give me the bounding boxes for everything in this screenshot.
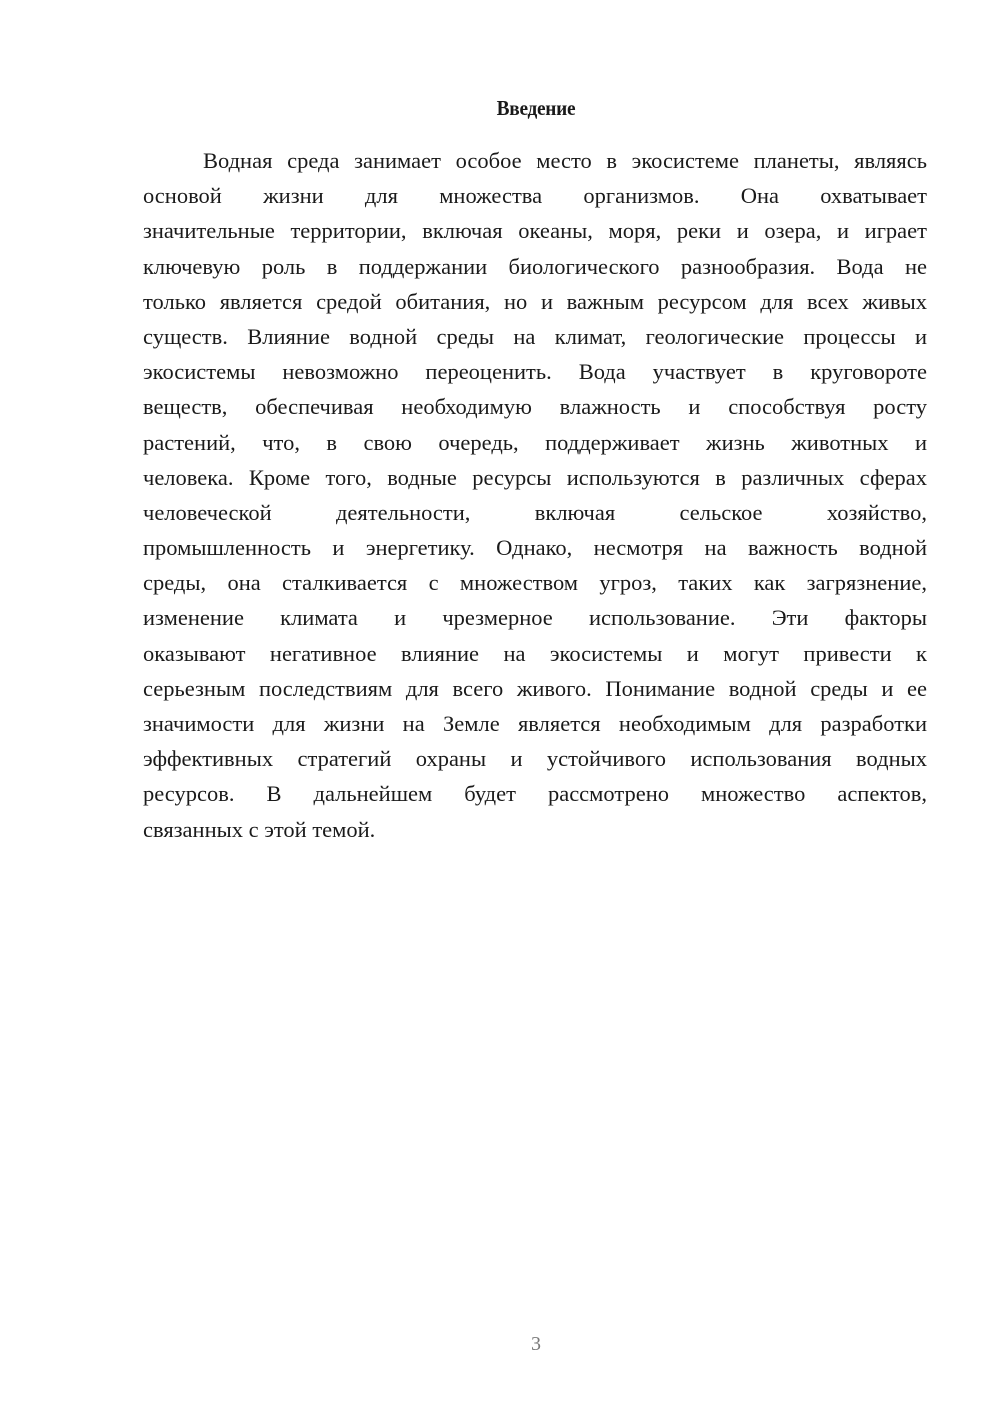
paragraph-line: среды, она сталкивается с множеством угроз, таких как загрязнение, (143, 570, 927, 596)
section-title: Введение (496, 96, 576, 120)
paragraph-line: Водная среда занимает особое место в экосистеме планеты, являясь (203, 148, 927, 173)
paragraph-line: человека. Кроме того, водные ресурсы используются в различных сферах (143, 464, 927, 490)
paragraph-line: человеческой деятельности, включая сельское хозяйство, (143, 499, 927, 525)
paragraph-line: промышленность и энергетику. Однако, несмотря на важность водной (143, 535, 927, 561)
paragraph-line: веществ, обеспечивая необходимую влажность и способствуя росту (143, 394, 927, 420)
paragraph-line: оказывают негативное влияние на экосистемы и могут привести к (143, 640, 927, 666)
paragraph-line: значимости для жизни на Земле является необходимым для разработки (143, 711, 927, 736)
paragraph-line: существ. Влияние водной среды на климат, геологические процессы и (143, 323, 927, 349)
page-number: 3 (531, 1333, 541, 1355)
introduction-paragraph (143, 143, 927, 847)
paragraph-line: экосистемы невозможно переоценить. Вода участвует в круговороте (143, 359, 927, 385)
paragraph-line: значительные территории, включая океаны, моря, реки и озера, и играет (143, 218, 927, 244)
paragraph-line: серьезным последствиям для всего живого. Понимание водной среды и ее (143, 675, 927, 701)
paragraph-line: основой жизни для множества организмов. Она охватывает (143, 183, 927, 209)
paragraph-line: изменение климата и чрезмерное использование. Эти факторы (143, 605, 927, 631)
paragraph-line: растений, что, в свою очередь, поддерживает жизнь животных и (143, 429, 927, 455)
paragraph-line: связанных с этой темой. (143, 816, 376, 842)
paragraph-line: только является средой обитания, но и важным ресурсом для всех живых (143, 288, 927, 314)
paragraph-line: эффективных стратегий охраны и устойчивого использования водных (143, 746, 927, 772)
paragraph-line: ресурсов. В дальнейшем будет рассмотрено множество аспектов, (143, 781, 927, 807)
paragraph-line: ключевую роль в поддержании биологического разнообразия. Вода не (143, 253, 927, 279)
